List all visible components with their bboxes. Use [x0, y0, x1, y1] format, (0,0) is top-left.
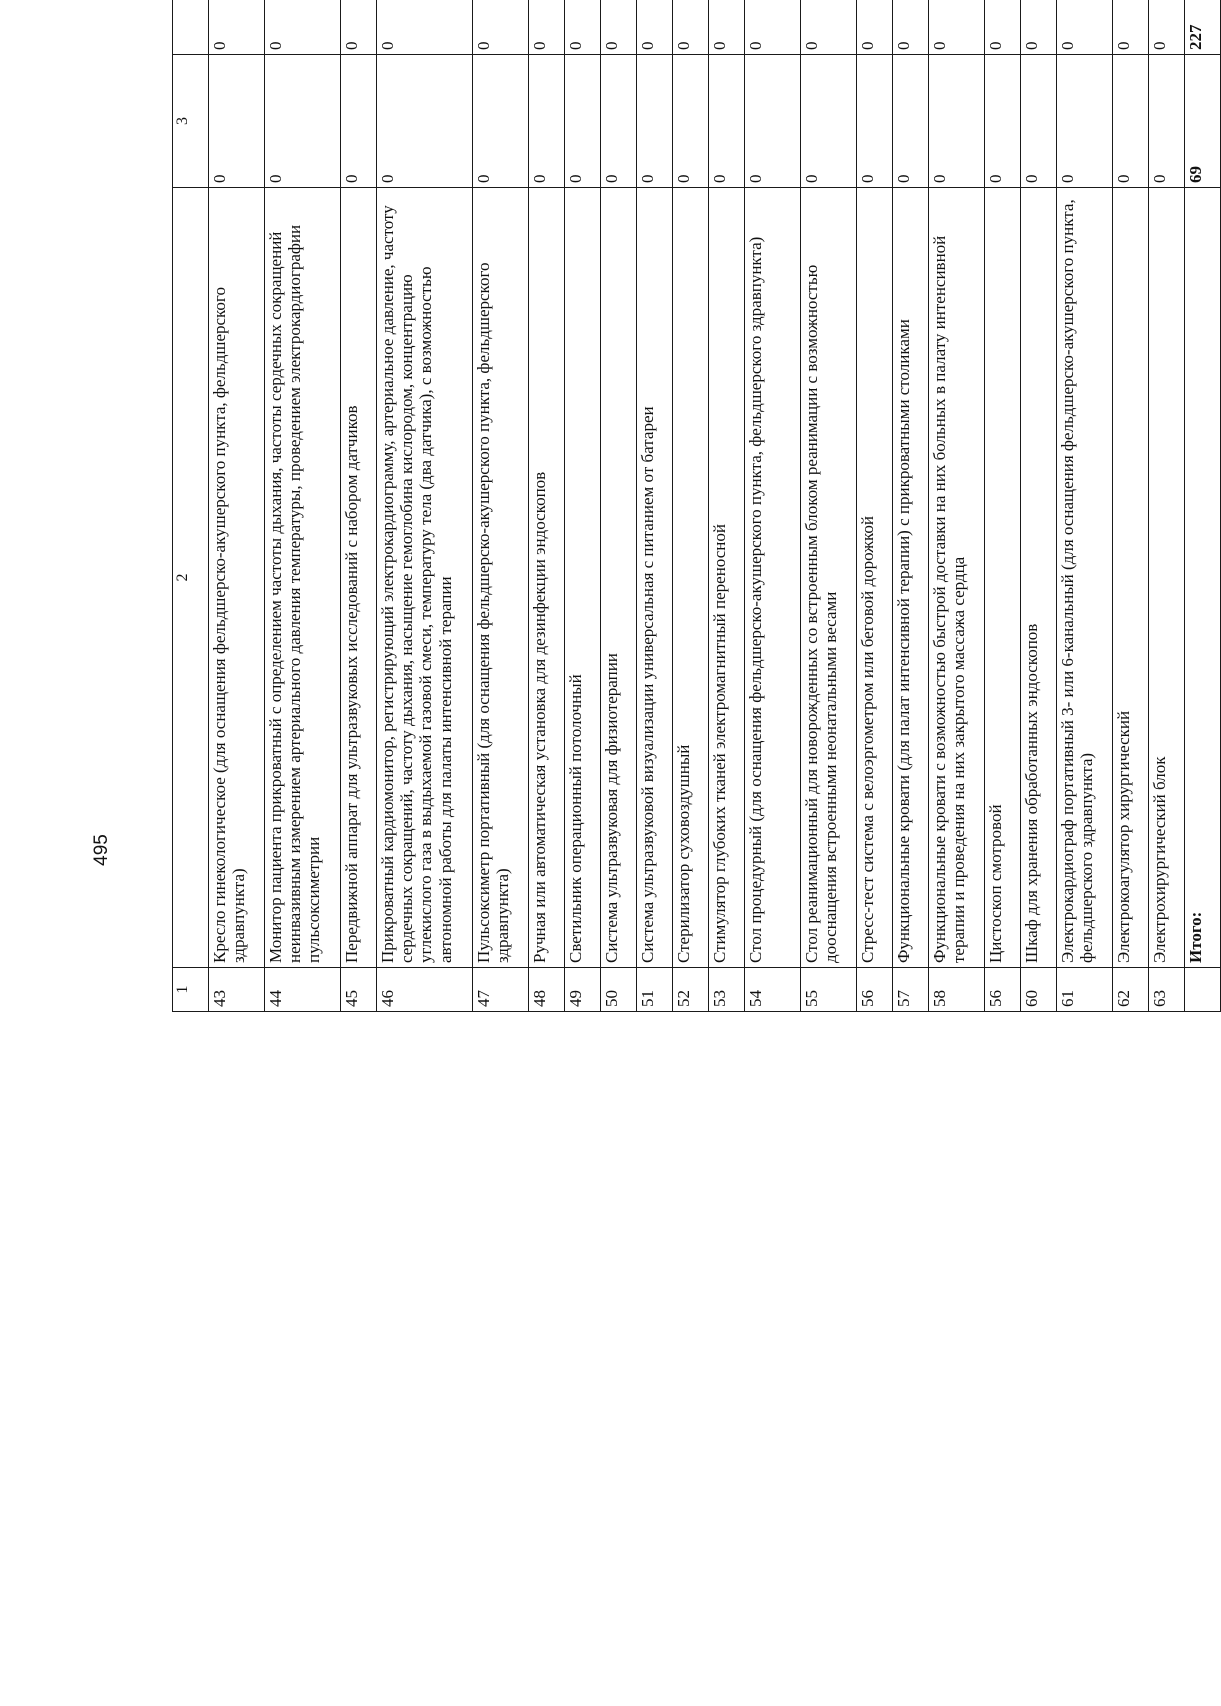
- row-number: 61: [1057, 968, 1113, 1012]
- quantity-cell: 0: [709, 0, 745, 55]
- quantity-cell: 0: [637, 0, 673, 55]
- equipment-name: Функциональные кровати (для палат интенсивной терапии) с прикроватными столиками: [893, 188, 929, 968]
- quantity-cell: 0: [1057, 0, 1113, 55]
- column-header: 1: [173, 968, 209, 1012]
- row-number: 62: [1113, 968, 1149, 1012]
- quantity-cell: 0: [1149, 0, 1185, 55]
- equipment-name: Кресло гинекологическое (для оснащения фельдшерско-акушерского пункта, фельдшерского здравпункта): [209, 188, 265, 968]
- quantity-cell: 0: [985, 55, 1021, 188]
- equipment-name: Светильник операционный потолочный: [565, 188, 601, 968]
- row-number: 56: [985, 968, 1021, 1012]
- quantity-cell: 0: [893, 0, 929, 55]
- table-row: [893, 0, 929, 1012]
- total-label: Итого:: [1185, 188, 1221, 968]
- quantity-cell: 0: [893, 55, 929, 188]
- table-row: [801, 0, 857, 1012]
- quantity-cell: 0: [1113, 0, 1149, 55]
- quantity-cell: 0: [801, 55, 857, 188]
- equipment-name: Система ультразвуковая для физиотерапии: [601, 188, 637, 968]
- quantity-cell: 0: [1021, 55, 1057, 188]
- rotated-page-area: [172, 24, 1205, 1664]
- row-number: 43: [209, 968, 265, 1012]
- row-number: 48: [529, 968, 565, 1012]
- row-number: 49: [565, 968, 601, 1012]
- row-number: 63: [1149, 968, 1185, 1012]
- total-empty-cell: [1185, 968, 1221, 1012]
- equipment-name: Цистоскоп смотровой: [985, 188, 1021, 968]
- table-row: [265, 0, 341, 1012]
- page-number: 495: [91, 834, 112, 866]
- row-number: 57: [893, 968, 929, 1012]
- quantity-cell: 0: [377, 55, 473, 188]
- quantity-cell: 0: [529, 55, 565, 188]
- table-row: [209, 0, 265, 1012]
- equipment-name: Пульсоксиметр портативный (для оснащения фельдшерско-акушерского пункта, фельдшерского здравпункта): [473, 188, 529, 968]
- equipment-name: Стерилизатор суховоздушный: [673, 188, 709, 968]
- quantity-cell: 0: [209, 0, 265, 55]
- quantity-cell: 0: [1149, 55, 1185, 188]
- row-number: 60: [1021, 968, 1057, 1012]
- total-row: [1185, 0, 1221, 1012]
- equipment-name: Система ультразвуковой визуализации универсальная с питанием от батареи: [637, 188, 673, 968]
- column-header: [173, 0, 209, 55]
- table-row: [929, 0, 985, 1012]
- quantity-cell: 0: [529, 0, 565, 55]
- quantity-cell: 0: [801, 0, 857, 55]
- quantity-cell: 0: [601, 55, 637, 188]
- equipment-name: Стол реанимационный для новорожденных со встроенным блоком реанимации с возможностью дооснащения встроенными неонатальными весами: [801, 188, 857, 968]
- quantity-cell: 0: [1057, 55, 1113, 188]
- quantity-cell: 0: [709, 55, 745, 188]
- quantity-cell: 0: [1113, 55, 1149, 188]
- row-number: 46: [377, 968, 473, 1012]
- quantity-cell: 0: [473, 0, 529, 55]
- table-row: [601, 0, 637, 1012]
- equipment-name: Электрокардиограф портативный 3- или 6-канальный (для оснащения фельдшерско-акушерского пункта, фельдшерского здравпункта): [1057, 188, 1113, 968]
- quantity-cell: 0: [745, 55, 801, 188]
- row-number: 58: [929, 968, 985, 1012]
- equipment-name: Стол процедурный (для оснащения фельдшерско-акушерского пункта, фельдшерского здравпункта): [745, 188, 801, 968]
- table-row: [985, 0, 1021, 1012]
- quantity-cell: 0: [209, 55, 265, 188]
- table-row: [1057, 0, 1113, 1012]
- table-header-row: [173, 0, 209, 1012]
- quantity-cell: 0: [985, 0, 1021, 55]
- equipment-name: Прикроватный кардиомонитор, регистрирующий электрокардиограмму, артериальное давление, частоту сердечных сокращений, частоту дыхания, насыщение гемоглобина кислородом, концентрацию углекислого газа в выдыхаемой газовой смеси, температуру тела (два датчика), с возможностью автономной работы для палаты интенсивной терапии: [377, 188, 473, 968]
- row-number: 54: [745, 968, 801, 1012]
- row-number: 51: [637, 968, 673, 1012]
- equipment-name: Монитор пациента прикроватный с определением частоты дыхания, частоты сердечных сокращений неинвазивным измерением артериального давления температуры, проведением электрокардиографии пульсоксиметрии: [265, 188, 341, 968]
- table-row: [1113, 0, 1149, 1012]
- table-row: [637, 0, 673, 1012]
- row-number: 50: [601, 968, 637, 1012]
- row-number: 55: [801, 968, 857, 1012]
- quantity-cell: 0: [565, 0, 601, 55]
- row-number: 47: [473, 968, 529, 1012]
- row-number: 56: [857, 968, 893, 1012]
- quantity-cell: 0: [601, 0, 637, 55]
- quantity-cell: 0: [745, 0, 801, 55]
- table-row: [1149, 0, 1185, 1012]
- row-number: 52: [673, 968, 709, 1012]
- quantity-cell: 0: [929, 0, 985, 55]
- quantity-cell: 0: [673, 0, 709, 55]
- quantity-cell: 0: [857, 55, 893, 188]
- equipment-name: Шкаф для хранения обработанных эндоскопов: [1021, 188, 1057, 968]
- equipment-name: Передвижной аппарат для ультразвуковых исследований с набором датчиков: [341, 188, 377, 968]
- quantity-cell: 0: [929, 55, 985, 188]
- total-value: 227: [1185, 0, 1221, 55]
- equipment-table: [172, 0, 1221, 1012]
- table-row: [377, 0, 473, 1012]
- equipment-name: Стресс-тест система с велоэргометром или беговой дорожкой: [857, 188, 893, 968]
- quantity-cell: 0: [377, 0, 473, 55]
- equipment-name: Стимулятор глубоких тканей электромагнитный переносной: [709, 188, 745, 968]
- quantity-cell: 0: [341, 0, 377, 55]
- table-row: [673, 0, 709, 1012]
- column-header: 2: [173, 188, 209, 968]
- column-header: 3: [173, 55, 209, 188]
- quantity-cell: 0: [565, 55, 601, 188]
- table-row: [473, 0, 529, 1012]
- quantity-cell: 0: [673, 55, 709, 188]
- table-row: [745, 0, 801, 1012]
- equipment-name: Электрокоагулятор хирургический: [1113, 188, 1149, 968]
- table-row: [1021, 0, 1057, 1012]
- table-row: [857, 0, 893, 1012]
- quantity-cell: 0: [341, 55, 377, 188]
- quantity-cell: 0: [265, 55, 341, 188]
- table-row: [709, 0, 745, 1012]
- equipment-name: Ручная или автоматическая установка для дезинфекции эндоскопов: [529, 188, 565, 968]
- quantity-cell: 0: [637, 55, 673, 188]
- row-number: 53: [709, 968, 745, 1012]
- row-number: 44: [265, 968, 341, 1012]
- table-row: [341, 0, 377, 1012]
- equipment-name: Электрохирургический блок: [1149, 188, 1185, 968]
- equipment-name: Функциональные кровати с возможностью быстрой доставки на них больных в палату интенсивной терапии и проведения на них закрытого массажа сердца: [929, 188, 985, 968]
- table-row: [565, 0, 601, 1012]
- table-row: [529, 0, 565, 1012]
- quantity-cell: 0: [1021, 0, 1057, 55]
- quantity-cell: 0: [265, 0, 341, 55]
- quantity-cell: 0: [857, 0, 893, 55]
- total-value: 69: [1185, 55, 1221, 188]
- quantity-cell: 0: [473, 55, 529, 188]
- row-number: 45: [341, 968, 377, 1012]
